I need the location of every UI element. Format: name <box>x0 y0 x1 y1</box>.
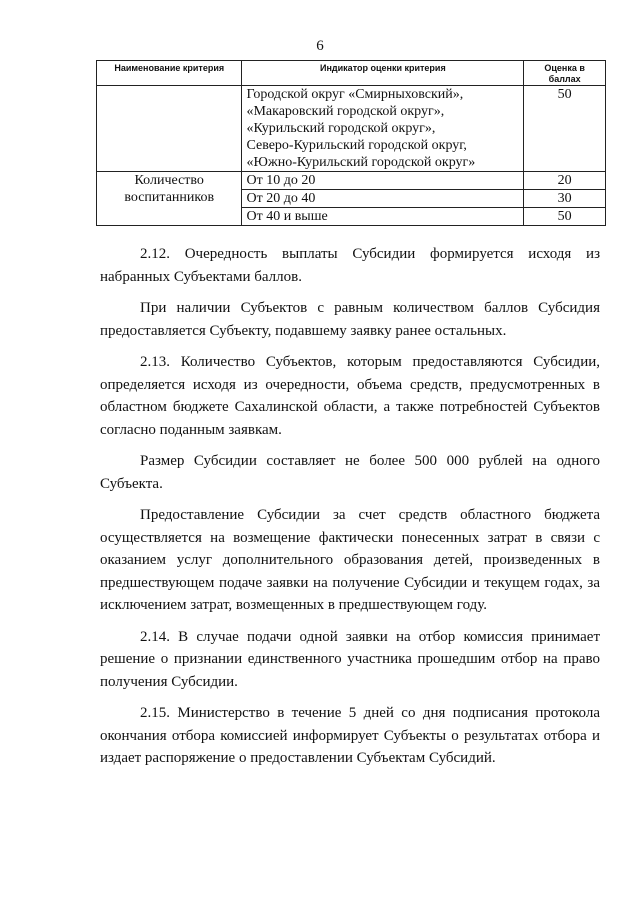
indicator-cell: От 40 и выше <box>242 208 524 226</box>
page-number: 6 <box>316 38 324 54</box>
table-row <box>97 172 606 190</box>
paragraph-2-13: 2.13. Количество Субъектов, которым предоставляются Субсидии, определяется исходя из очередности, объема средств, предусмотренных в областном бюджете Сахалинской области, а также потребностей Субъектов согласно поданным заявкам. <box>100 354 600 438</box>
indicator-cell: От 20 до 40 <box>242 190 524 208</box>
header-criterion-name: Наименование критерия <box>97 61 242 86</box>
paragraph-subsidy-size: Размер Субсидии составляет не более 500 000 рублей на одного Субъекта. <box>100 453 600 492</box>
paragraph-2-15: 2.15. Министерство в течение 5 дней со дня подписания протокола окончания отбора комиссией информирует Субъекты о результатах отбора и издает распоряжение о предоставлении Субъектам Субсидий. <box>100 705 600 766</box>
table-row-districts <box>97 86 606 172</box>
indicator-line: «Южно-Курильский городской округ» <box>246 155 476 170</box>
header-score: Оценка в баллах <box>524 61 606 86</box>
indicator-line: «Макаровский городской округ», <box>246 104 445 119</box>
paragraph-2-14: 2.14. В случае подачи одной заявки на отбор комиссия принимает решение о признании единственного участника прошедшим отбор на право получения Субсидии. <box>100 628 600 690</box>
score-cell: 50 <box>524 208 606 226</box>
criterion-cell-empty <box>97 86 242 172</box>
score-cell: 30 <box>524 190 606 208</box>
header-indicator: Индикатор оценки критерия <box>242 61 524 86</box>
paragraph-subsidy-provision: Предоставление Субсидии за счет средств областного бюджета осуществляется на возмещение фактически понесенных затрат в связи с оказанием услуг дополнительного образования детей, произведенных в предшествующем подаче заявки на получение Субсидии и текущем годах, за исключением затрат, возмещенных в предшествующем году. <box>100 507 600 613</box>
criteria-table <box>96 60 606 226</box>
score-cell: 50 <box>524 86 606 172</box>
indicator-line: Городской округ «Смирныховский», <box>246 87 464 102</box>
score-cell: 20 <box>524 172 606 190</box>
indicator-districts <box>242 86 524 172</box>
indicator-line: Северо-Курильский городской округ, <box>246 138 467 153</box>
body-text <box>100 243 600 770</box>
paragraph-equal-scores: При наличии Субъектов с равным количеством баллов Субсидия предоставляется Субъекту, подавшему заявку ранее остальных. <box>100 300 600 339</box>
criterion-pupils-count: Количество воспитанников <box>97 172 242 226</box>
indicator-cell: От 10 до 20 <box>242 172 524 190</box>
paragraph-2-12: 2.12. Очередность выплаты Субсидии формируется исходя из набранных Субъектами баллов. <box>100 246 600 285</box>
indicator-line: «Курильский городской округ», <box>246 121 436 136</box>
table-header-row <box>97 61 606 86</box>
